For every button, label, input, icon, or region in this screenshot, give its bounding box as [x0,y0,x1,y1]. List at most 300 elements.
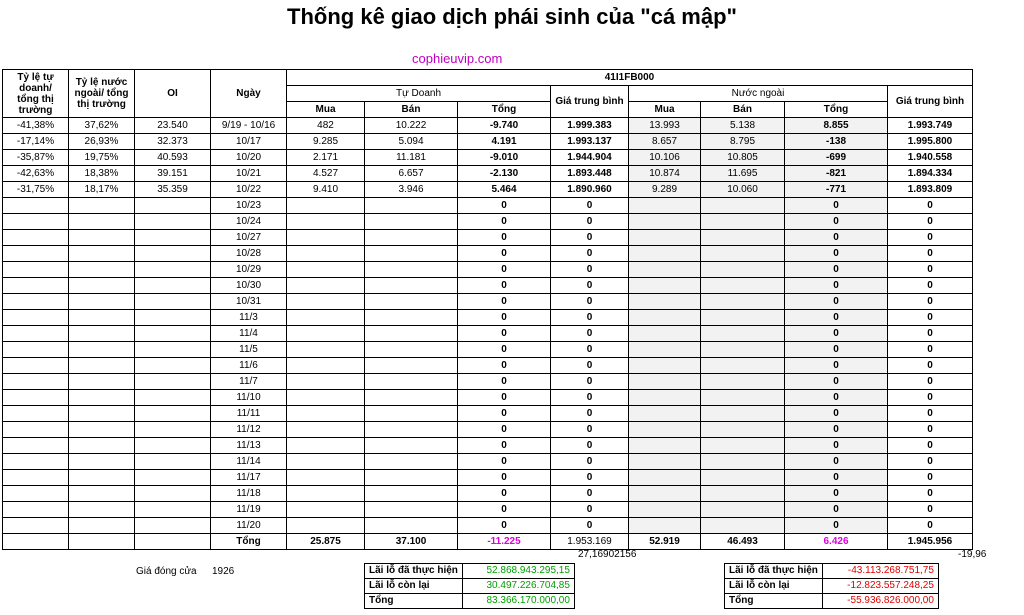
cell-tg: 0 [551,230,629,246]
cell-tb [365,310,458,326]
cell-nn: 26,93% [69,134,135,150]
total-empty-cell [135,534,211,550]
cell-tg: 1.999.383 [551,118,629,134]
pnl-remaining-value: 30.497.226.704,85 [462,579,574,594]
table-row [3,422,973,438]
pnl-realized-value: -43.113.268.751,75 [822,564,938,579]
cell-nm [629,198,701,214]
cell-date: 11/10 [211,390,287,406]
cell-nb [701,342,785,358]
cell-nn [69,278,135,294]
cell-nm [629,326,701,342]
cell-date: 10/17 [211,134,287,150]
cell-tm [287,358,365,374]
cell-nt: -821 [785,166,888,182]
cell-tb: 5.094 [365,134,458,150]
cell-tm [287,502,365,518]
cell-nm [629,390,701,406]
cell-td [3,454,69,470]
cell-nn [69,438,135,454]
cell-tb [365,214,458,230]
cell-tb: 10.222 [365,118,458,134]
header-contract: 41I1FB000 [287,70,973,86]
cell-nt: 0 [785,262,888,278]
cell-nt: 0 [785,406,888,422]
cell-nm [629,278,701,294]
cell-tt: 0 [458,278,551,294]
total-nm: 52.919 [629,534,701,550]
cell-oi [135,358,211,374]
cell-td [3,486,69,502]
total-tb: 37.100 [365,534,458,550]
table-row [3,118,973,134]
cell-nm [629,438,701,454]
cell-oi [135,502,211,518]
cell-tg: 0 [551,518,629,534]
cell-td [3,262,69,278]
table-row [3,326,973,342]
cell-nn [69,198,135,214]
cell-tg: 0 [551,390,629,406]
cell-nt: 0 [785,470,888,486]
cell-ng: 0 [888,214,973,230]
cell-tm [287,486,365,502]
header-ban-nn: Bán [701,102,785,118]
cell-ng: 0 [888,358,973,374]
cell-nn [69,470,135,486]
table-row [3,310,973,326]
pnl-realized-label: Lãi lỗ đã thực hiện [365,564,463,579]
cell-nn [69,262,135,278]
cell-td [3,214,69,230]
cell-tm [287,294,365,310]
cell-nn [69,310,135,326]
total-nb: 46.493 [701,534,785,550]
pnl-realized-label: Lãi lỗ đã thực hiện [725,564,823,579]
cell-ng: 0 [888,310,973,326]
cell-date: 10/31 [211,294,287,310]
cell-td [3,230,69,246]
cell-ng: 0 [888,454,973,470]
pnl-remaining-label: Lãi lỗ còn lại [725,579,823,594]
cell-date: 10/21 [211,166,287,182]
pnl-tu-doanh [364,563,575,609]
cell-date: 11/19 [211,502,287,518]
cell-nn [69,342,135,358]
cell-ng: 0 [888,294,973,310]
table-row [3,214,973,230]
cell-nm: 9.289 [629,182,701,198]
cell-nt: -138 [785,134,888,150]
cell-tt: 0 [458,454,551,470]
cell-nm [629,518,701,534]
cell-nm [629,262,701,278]
table-row [3,358,973,374]
cell-nm [629,294,701,310]
cell-nt: 0 [785,198,888,214]
cell-nb [701,406,785,422]
cell-tg: 0 [551,342,629,358]
cell-tb: 11.181 [365,150,458,166]
cell-oi [135,342,211,358]
cell-tg: 0 [551,470,629,486]
table-row [3,342,973,358]
cell-tm [287,454,365,470]
cell-nm [629,358,701,374]
cell-nm [629,374,701,390]
cell-tb [365,262,458,278]
cell-nn [69,486,135,502]
cell-td [3,406,69,422]
cell-nm [629,230,701,246]
cell-nn [69,502,135,518]
cell-tm [287,470,365,486]
cell-tm [287,374,365,390]
cell-tm [287,518,365,534]
cell-ng: 0 [888,486,973,502]
cell-tg: 1.944.904 [551,150,629,166]
cell-oi [135,278,211,294]
cell-ng: 0 [888,374,973,390]
cell-tb [365,422,458,438]
total-nt: 6.426 [785,534,888,550]
table-row [3,406,973,422]
cell-oi: 32.373 [135,134,211,150]
cell-td: -31,75% [3,182,69,198]
cell-oi [135,198,211,214]
header-mua-nn: Mua [629,102,701,118]
cell-nn [69,390,135,406]
header-ngay: Ngày [211,70,287,118]
cell-tt: 4.191 [458,134,551,150]
cell-nt: 0 [785,246,888,262]
cell-ng: 0 [888,422,973,438]
cell-nb [701,518,785,534]
cell-tb [365,438,458,454]
cell-tg: 0 [551,278,629,294]
cell-tm: 2.171 [287,150,365,166]
cell-tg: 1.893.448 [551,166,629,182]
cell-date: 11/11 [211,406,287,422]
cell-nt: 0 [785,278,888,294]
cell-tg: 0 [551,454,629,470]
table-row [3,262,973,278]
cell-date: 10/30 [211,278,287,294]
cell-nt: 0 [785,438,888,454]
cell-td [3,438,69,454]
cell-tb [365,246,458,262]
header-mua: Mua [287,102,365,118]
cell-nb [701,198,785,214]
cell-tm: 9.285 [287,134,365,150]
cell-date: 11/17 [211,470,287,486]
cell-tb [365,358,458,374]
cell-date: 9/19 - 10/16 [211,118,287,134]
cell-ng: 1.940.558 [888,150,973,166]
cell-tg: 0 [551,262,629,278]
cell-oi [135,406,211,422]
cell-tt: 0 [458,358,551,374]
cell-date: 10/22 [211,182,287,198]
cell-nt: 0 [785,486,888,502]
total-date: Tổng [211,534,287,550]
cell-td [3,502,69,518]
cell-ng: 0 [888,470,973,486]
cell-nb [701,230,785,246]
cell-td: -35,87% [3,150,69,166]
site-link[interactable]: cophieuvip.com [412,51,503,66]
cell-tg: 0 [551,310,629,326]
cell-nb: 8.795 [701,134,785,150]
cell-td [3,374,69,390]
cell-td [3,470,69,486]
cell-nt: 0 [785,214,888,230]
cell-nm [629,406,701,422]
cell-nt: -771 [785,182,888,198]
cell-nt: 0 [785,422,888,438]
cell-oi [135,390,211,406]
cell-nt: 0 [785,358,888,374]
table-row [3,166,973,182]
cell-nb [701,374,785,390]
cell-tm [287,262,365,278]
cell-tg: 1.890.960 [551,182,629,198]
pnl-realized-value: 52.868.943.295,15 [462,564,574,579]
cell-tt: -2.130 [458,166,551,182]
cell-ng: 0 [888,390,973,406]
cell-nm [629,470,701,486]
pnl-total-label: Tổng [725,594,823,609]
cell-date: 10/29 [211,262,287,278]
pnl-remaining-value: -12.823.557.248,25 [822,579,938,594]
cell-ng: 1.995.800 [888,134,973,150]
cell-nb [701,454,785,470]
cell-tt: 0 [458,326,551,342]
cell-tt: 0 [458,470,551,486]
cell-tb [365,390,458,406]
cell-td [3,422,69,438]
cell-date: 11/4 [211,326,287,342]
cell-oi [135,214,211,230]
cell-tm [287,342,365,358]
cell-nn [69,358,135,374]
cell-nt: 0 [785,342,888,358]
total-empty-cell [3,534,69,550]
cell-tm: 9.410 [287,182,365,198]
cell-td [3,390,69,406]
cell-tg: 0 [551,406,629,422]
cell-td: -17,14% [3,134,69,150]
cell-tg: 0 [551,326,629,342]
cell-oi [135,470,211,486]
cell-nn [69,518,135,534]
table-row [3,150,973,166]
total-empty-cell [69,534,135,550]
cell-nn [69,422,135,438]
cell-tm [287,390,365,406]
header-oi: OI [135,70,211,118]
cell-nm [629,342,701,358]
cell-nn: 18,38% [69,166,135,182]
pnl-remaining-label: Lãi lỗ còn lại [365,579,463,594]
cell-date: 10/24 [211,214,287,230]
cell-tt: 0 [458,262,551,278]
table-row [3,246,973,262]
cell-nm: 10.106 [629,150,701,166]
table-row [3,278,973,294]
cell-td: -41,38% [3,118,69,134]
cell-nt: 0 [785,502,888,518]
cell-nm [629,310,701,326]
cell-nt: 0 [785,390,888,406]
page-title: Thống kê giao dịch phái sinh của "cá mập" [287,4,737,29]
cell-nb: 10.060 [701,182,785,198]
header-ty-le-tu-doanh: Tỷ lệ tự doanh/ tổng thị trường [3,70,69,118]
cell-ng: 0 [888,262,973,278]
cell-tt: 0 [458,214,551,230]
cell-tt: 0 [458,502,551,518]
cell-tb [365,230,458,246]
cell-nb [701,502,785,518]
cell-tt: 0 [458,342,551,358]
cell-td: -42,63% [3,166,69,182]
tu-doanh-diff: 27,16902156 [578,549,637,560]
table-row [3,134,973,150]
cell-date: 11/5 [211,342,287,358]
cell-oi [135,326,211,342]
cell-tg: 0 [551,502,629,518]
cell-tt: -9.740 [458,118,551,134]
cell-tb [365,294,458,310]
cell-nm [629,486,701,502]
cell-date: 11/18 [211,486,287,502]
cell-tm [287,406,365,422]
cell-date: 10/27 [211,230,287,246]
cell-tg: 0 [551,246,629,262]
cell-tt: -9.010 [458,150,551,166]
cell-nn [69,246,135,262]
cell-nb [701,390,785,406]
cell-tg: 1.993.137 [551,134,629,150]
cell-tg: 0 [551,422,629,438]
cell-td [3,326,69,342]
total-row [3,534,973,550]
table-row [3,182,973,198]
cell-ng: 0 [888,278,973,294]
cell-date: 10/28 [211,246,287,262]
cell-tt: 0 [458,294,551,310]
nuoc-ngoai-diff: -19,96 [958,549,987,560]
cell-tt: 0 [458,374,551,390]
cell-td [3,310,69,326]
table-row [3,294,973,310]
cell-nb [701,294,785,310]
cell-date: 11/13 [211,438,287,454]
cell-oi: 23.540 [135,118,211,134]
cell-nt: 0 [785,294,888,310]
cell-td [3,358,69,374]
cell-nb [701,326,785,342]
header-tong: Tổng [458,102,551,118]
cell-nm [629,214,701,230]
cell-ng: 0 [888,326,973,342]
cell-tb: 3.946 [365,182,458,198]
cell-tg: 0 [551,294,629,310]
table-row [3,438,973,454]
closing-price-value: 1926 [212,566,235,577]
cell-date: 10/23 [211,198,287,214]
total-tg: 1.953.169 [551,534,629,550]
cell-nb: 5.138 [701,118,785,134]
cell-tt: 0 [458,230,551,246]
cell-tb [365,406,458,422]
cell-nn [69,294,135,310]
header-gia-tb-nuoc-ngoai: Giá trung bình [888,86,973,118]
cell-nm [629,454,701,470]
cell-tb [365,502,458,518]
cell-tb [365,518,458,534]
cell-date: 11/12 [211,422,287,438]
cell-nb: 10.805 [701,150,785,166]
cell-oi [135,246,211,262]
cell-td [3,342,69,358]
cell-tg: 0 [551,214,629,230]
cell-tg: 0 [551,198,629,214]
cell-oi [135,374,211,390]
cell-ng: 1.894.334 [888,166,973,182]
cell-tm: 482 [287,118,365,134]
cell-td [3,278,69,294]
closing-price-label: Giá đóng cửa [136,566,197,577]
cell-ng: 1.893.809 [888,182,973,198]
header-gia-tb-tu-doanh: Giá trung bình [551,86,629,118]
cell-nm: 13.993 [629,118,701,134]
cell-oi [135,454,211,470]
cell-date: 11/6 [211,358,287,374]
cell-ng: 0 [888,438,973,454]
pnl-total-label: Tổng [365,594,463,609]
cell-nb [701,310,785,326]
table-row [3,470,973,486]
cell-tt: 0 [458,198,551,214]
cell-tm [287,326,365,342]
cell-oi [135,486,211,502]
header-tong-nn: Tổng [785,102,888,118]
cell-nb [701,214,785,230]
total-tt: -11.225 [458,534,551,550]
cell-oi [135,438,211,454]
cell-tt: 5.464 [458,182,551,198]
cell-tm: 4.527 [287,166,365,182]
cell-ng: 1.993.749 [888,118,973,134]
cell-nm: 10.874 [629,166,701,182]
cell-oi: 35.359 [135,182,211,198]
cell-oi [135,294,211,310]
cell-ng: 0 [888,342,973,358]
cell-nt: 0 [785,454,888,470]
table-row [3,230,973,246]
cell-tb [365,342,458,358]
cell-nt: 0 [785,230,888,246]
cell-tb [365,486,458,502]
cell-td [3,198,69,214]
header-ty-le-nuoc-ngoai: Tỷ lệ nước ngoài/ tổng thị trường [69,70,135,118]
cell-nn [69,374,135,390]
cell-ng: 0 [888,518,973,534]
cell-oi: 39.151 [135,166,211,182]
cell-nt: 0 [785,374,888,390]
cell-nn: 19,75% [69,150,135,166]
